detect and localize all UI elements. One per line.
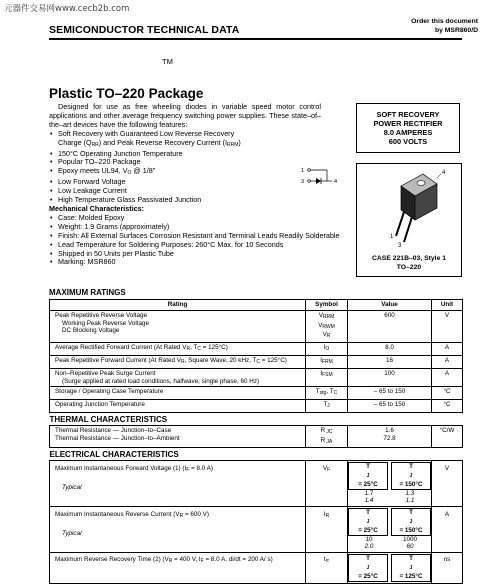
unit-cell: °C (432, 387, 463, 400)
mech-item: • Marking: MSR860 (49, 258, 321, 267)
symbol-cell: R $_{JC}$ R $_{JA}$ (306, 425, 348, 448)
column-header: Symbol (306, 300, 348, 311)
unit-cell: °C (432, 400, 463, 413)
package-caption-line: TO–220 (396, 263, 422, 271)
rating-cell: Maximum Reverse Recovery Time (2) ($V_R = 400$ V, $I_F = 8.0$ A, di/dt = 200 A/ s) (50, 553, 306, 583)
rating-cell: Thermal Resistance — Junction–to–Case Thermal Resistance — Junction–to–Ambient (50, 425, 306, 448)
spec-summary-box (356, 103, 460, 153)
to220-package-illustration (357, 164, 461, 248)
package-caption-line: CASE 221B–03, Style 1 (371, 255, 447, 263)
rating-cell: Peak Repetitive Reverse Voltage Working Peak Reverse Voltage DC Blocking Voltage (50, 310, 306, 342)
value-cell: – 65 to 150 (348, 400, 432, 413)
value-cell: 100 (348, 368, 432, 387)
header-title: SEMICONDUCTOR TECHNICAL DATA (49, 24, 240, 36)
spec-line: SOFT RECOVERY (376, 110, 440, 119)
rating-cell: Maximum Instantaneous Forward Voltage (1) ($I_F = 8.0$ A) Typical (50, 461, 306, 507)
table-row (50, 343, 463, 356)
symbol-cell: $I_R$ (306, 507, 348, 553)
schematic-pin-4: 4 (334, 179, 338, 185)
electrical-heading: ELECTRICAL CHARACTERISTICS (49, 450, 179, 460)
table-row (50, 553, 463, 583)
feature-text-cont: Charge $(Q_{RR})$ and Peak Reverse Recovery Current $(I_{RRM})$ (58, 137, 241, 148)
value-cell: 1.6 72.8 (348, 425, 432, 448)
trademark: TM (162, 57, 173, 66)
table-row (50, 310, 463, 342)
value-cell: TJ= 25°C TJ= 150°C 1.7 1.3 1.4 1.1 (348, 461, 432, 507)
package-pin-3: 3 (398, 243, 402, 248)
package-caption (357, 255, 461, 272)
feature-item: • Popular TO–220 Package (49, 158, 321, 167)
value-cell: TJ= 25°C TJ= 125°C (348, 553, 432, 583)
value-cell: 8.0 (348, 343, 432, 356)
diode-schematic (300, 165, 340, 187)
mech-item: • Weight: 1.9 Grams (approximately) (49, 223, 321, 232)
table-row (50, 507, 463, 553)
header-rule (49, 38, 462, 40)
ratings-table (49, 299, 463, 584)
symbol-cell: $V_{RRM}$ $V_{RWM}$ $V_R$ (306, 310, 348, 342)
order-info (411, 18, 478, 35)
feature-item (49, 130, 321, 150)
symbol-cell: $t_{rr}$ (306, 553, 348, 583)
unit-cell: A (432, 368, 463, 387)
section-row (50, 448, 463, 461)
rating-cell: Storage / Operating Case Temperature (50, 387, 306, 400)
section-row (50, 412, 463, 425)
package-pin-1: 1 (390, 234, 394, 240)
unit-cell: A (432, 507, 463, 553)
value-cell: 600 (348, 310, 432, 342)
mech-list (49, 212, 340, 267)
rating-cell: Maximum Instantaneous Reverse Current ($V_R = 600$ V) Typical (50, 507, 306, 553)
package-pin-4: 4 (442, 170, 446, 176)
mech-item: • Shipped in 50 Units per Plastic Tube (49, 250, 321, 259)
product-title: Plastic TO–220 Package (49, 86, 204, 101)
intro-paragraph: Designed for use as free wheeling diodes in variable speed motor control applications and other average frequency switching power supplies. These state–of–the–art devices have the following features: (49, 102, 321, 129)
table-row (50, 400, 463, 413)
order-line-1: Order this document (411, 18, 478, 25)
unit-cell: A (432, 343, 463, 356)
unit-cell: A (432, 355, 463, 368)
table-row (50, 425, 463, 448)
feature-list (49, 130, 321, 205)
value-cell: 16 (348, 355, 432, 368)
description-block (49, 102, 340, 267)
symbol-cell: $I_{FRM}$ (306, 355, 348, 368)
unit-cell: °C/W (432, 425, 463, 448)
spec-line: POWER RECTIFIER (373, 119, 443, 128)
feature-item: • High Temperature Glass Passivated Junction (49, 196, 321, 205)
rating-cell: Average Rectified Forward Current (At Rated $V_R$, $T_C = 125^\circ C$) (50, 343, 306, 356)
rating-cell: Operating Junction Temperature (50, 400, 306, 413)
table-row (50, 387, 463, 400)
value-cell: – 65 to 150 (348, 387, 432, 400)
schematic-pin-3: 3 (301, 179, 305, 185)
table-row (50, 368, 463, 387)
feature-item: • 150°C Operating Junction Temperature (49, 150, 321, 159)
max-ratings-heading: MAXIMUM RATINGS (49, 288, 126, 297)
symbol-cell: $T_{stg}$, $T_C$ (306, 387, 348, 400)
rating-cell: Peak Repetitive Forward Current (At Rated $V_R$, Square Wave, 20 kHz, $T_C = 125^\circ C$) (50, 355, 306, 368)
symbol-cell: $I_O$ (306, 343, 348, 356)
column-header: Unit (432, 300, 463, 311)
spec-line: 600 VOLTS (388, 137, 428, 146)
mech-item: • Lead Temperature for Soldering Purposes: 260°C Max. for 10 Seconds (49, 241, 321, 250)
schematic-pin-1: 1 (301, 168, 305, 174)
feature-item: • Low Forward Voltage (49, 178, 321, 187)
mech-heading: Mechanical Characteristics: (49, 203, 145, 213)
package-box (356, 163, 462, 277)
rating-cell: Non–Repetitive Peak Surge Current (Surge applied at rated load conditions, halfwave, single phase, 60 Hz) (50, 368, 306, 387)
unit-cell: V (432, 461, 463, 507)
table-header-row (50, 300, 463, 311)
column-header: Rating (50, 300, 306, 311)
table-row (50, 355, 463, 368)
symbol-cell: $I_{FSM}$ (306, 368, 348, 387)
mech-item: • Case: Molded Epoxy (49, 214, 321, 223)
table-row (50, 461, 463, 507)
watermark: 元器件交易网www.cecb2b.com (4, 4, 130, 14)
thermal-heading: THERMAL CHARACTERISTICS (49, 414, 168, 424)
mech-item: • Finish: All External Surfaces Corrosion Resistant and Terminal Leads Readily Solderable (49, 232, 321, 241)
feature-item: • Epoxy meets UL94, $V_O$ @ 1/8" (49, 167, 321, 178)
spec-line: 8.0 AMPERES (383, 128, 433, 137)
feature-item: • Low Leakage Current (49, 187, 321, 196)
column-header: Value (348, 300, 432, 311)
order-line-2: by MSR860/D (434, 26, 478, 34)
unit-cell: ns (432, 553, 463, 583)
value-cell: TJ= 25°C TJ= 150°C 10 1000 2.0 60 (348, 507, 432, 553)
unit-cell: V (432, 310, 463, 342)
symbol-cell: $T_J$ (306, 400, 348, 413)
symbol-cell: $V_F$ (306, 461, 348, 507)
feature-text: Soft Recovery with Guaranteed Low Reverse Recovery (58, 128, 235, 138)
